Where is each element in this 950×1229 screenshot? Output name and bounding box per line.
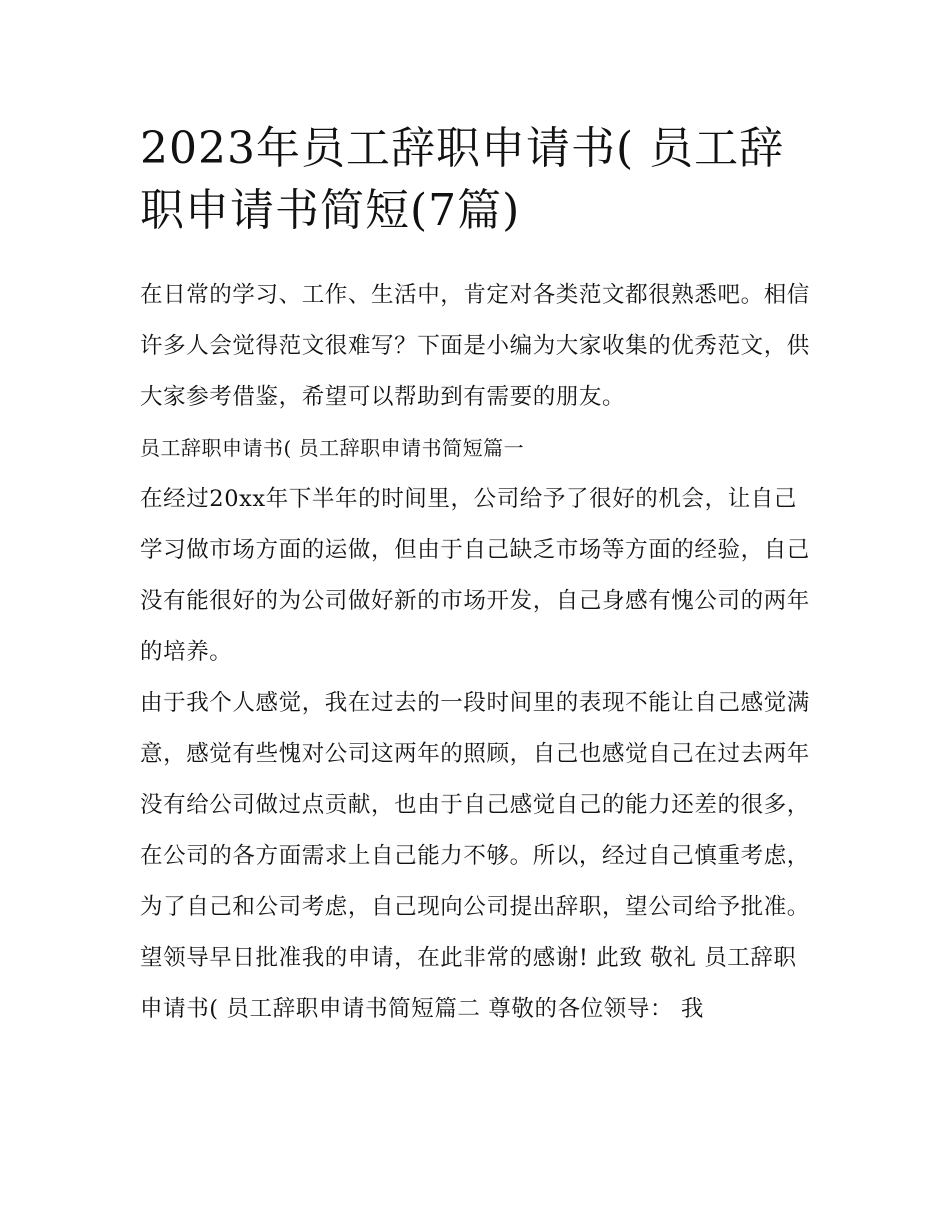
document-page — [140, 118, 815, 1035]
body-paragraph-2: 由于我个人感觉，我在过去的一段时间里的表现不能让自己感觉满意，感觉有些愧对公司这两年的照顾，自己也感觉自己在过去两年没有给公司做过点贡献，也由于自己感觉自己的能力还差的很多，在公司的各方面需求上自己能力不够。所以，经过自己慎重考虑，为了自己和公司考虑，自己现向公司提出辞职，望公司给予批准。 — [140, 690, 810, 920]
body-paragraph-3: 望领导早日批准我的申请，在此非常的感谢! 此致 敬礼 员工辞职申请书( 员工辞职申请书简短篇二 尊敬的各位领导： 我 — [140, 945, 797, 1022]
body-paragraph-1: 在经过20xx年下半年的时间里，公司给予了很好的机会，让自己学习做市场方面的运做，但由于自己缺乏市场等方面的经验，自己没有能很好的为公司做好新的市场开发，自己身感有愧公司的两年的培养。 — [140, 486, 810, 665]
intro-paragraph: 在日常的学习、工作、生活中，肯定对各类范文都很熟悉吧。相信许多人会觉得范文很难写？下面是小编为大家收集的优秀范文，供大家参考借鉴，希望可以帮助到有需要的朋友。 — [140, 282, 810, 410]
document-body — [140, 270, 815, 1035]
document-title: 2023年员工辞职申请书( 员工辞职申请书简短(7篇) — [140, 123, 785, 236]
section-heading: 员工辞职申请书( 员工辞职申请书简短篇一 — [140, 436, 525, 460]
